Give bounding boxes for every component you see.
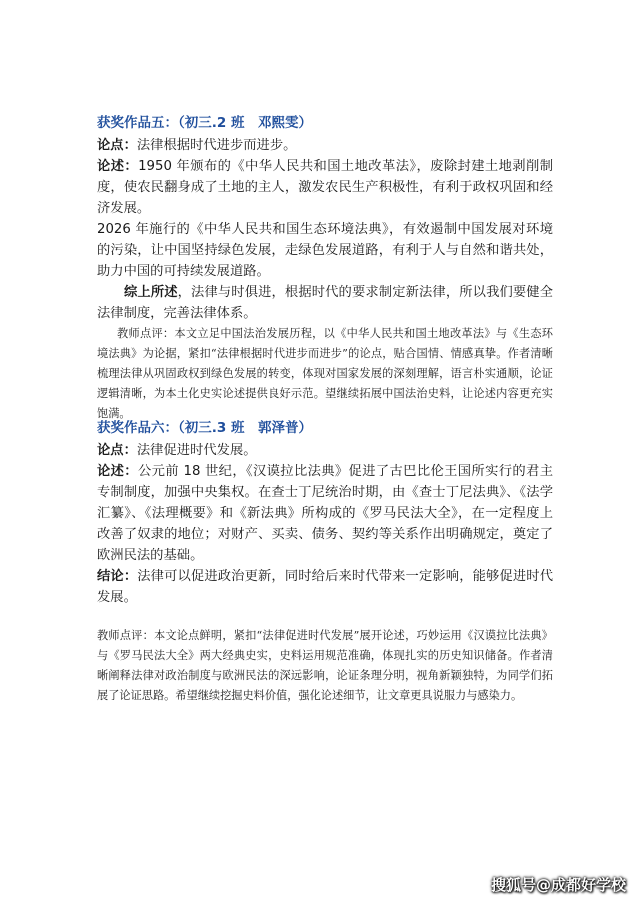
work5-arg-label: 论述： [97,159,139,174]
work6-conclusion-text: 法律可以促进政治更新，同时给后来时代带来一定影响，能够促进时代发展。 [97,569,554,605]
work6-arg-label: 论述： [97,464,138,479]
work6-conclusion [97,566,553,608]
work5-summary [97,282,553,324]
work5-teacher-comment: 教师点评：本文立足中国法治发展历程，以《中华人民共和国土地改革法》与《生态环境法典》为论据，紧扣“法律根据时代进步而进步”的论点，贴合国情、情感真挚。作者清晰梳理法律从巩固政权到绿色发展的转变，体现对国家发展的深刻理解，语言朴实通顺，论证逻辑清晰，为本土化史实论述提供良好示范。望继续拓展中国法治史料，让论述内容更充实饱满。 [97,327,553,420]
work5-argument-p2: 2026 年施行的《中华人民共和国生态环境法典》，有效遏制中国发展对环境的污染，让中国坚持绿色发展，走绿色发展道路，有利于人与自然和谐共处，助力中国的可持续发展道路。 [97,222,553,279]
work6-point-text: 法律促进时代发展。 [136,443,257,458]
work6-point [97,440,553,461]
work6-teacher-comment: 教师点评：本文论点鲜明，紧扣“法律促进时代发展”展开论述，巧妙运用《汉谟拉比法典》与《罗马民法大全》两大经典史实，史料运用规范准确，体现扎实的历史知识储备。作者清晰阐释法律对政治制度与欧洲民法的深远影响，论证条理分明，视角新颖独特，为同学们拓展了论证思路。希望继续挖掘史料价值，强化论述细节，让文章更具说服力与感染力。 [97,629,553,702]
work5-point-text: 法律根据时代进步而进步。 [136,138,297,153]
work5-summary-label: 综上所述 [124,285,178,300]
work5-title: 获奖作品五：（初三.2 班 邓熙雯） [97,115,312,131]
work6-conclusion-label: 结论： [97,569,138,584]
work6-point-label: 论点： [97,443,137,458]
work5-point-label: 论点： [97,138,137,153]
work6-section [97,418,553,706]
work5-point [97,135,553,156]
watermark: 搜狐号@成都好学校 [490,876,626,894]
work5-argument [97,156,553,219]
work5-summary-text: ，法律与时俱进，根据时代的要求制定新法律，所以我们要健全法律制度，完善法律体系。 [97,285,554,321]
work6-title: 获奖作品六：（初三.3 班 郭泽普） [97,420,312,436]
work5-arg-p1: 1950 年颁布的《中华人民共和国土地改革法》，废除封建土地剥削制度，使农民翻身成了土地的主人，激发农民生产积极性，有利于政权巩固和经济发展。 [97,159,553,216]
work6-arg-text: 公元前 18 世纪，《汉谟拉比法典》促进了古巴比伦王国所实行的君主专制制度，加强中央集权。在查士丁尼统治时期，由《查士丁尼法典》、《法学汇纂》、《法理概要》和《新法典》所构成的《罗马民法大全》，在一定程度上改善了奴隶的地位；对财产、买卖、债务、契约等关系作出明确规定，奠定了欧洲民法的基础。 [97,464,553,563]
work6-argument [97,461,553,566]
work5-section [97,113,553,424]
